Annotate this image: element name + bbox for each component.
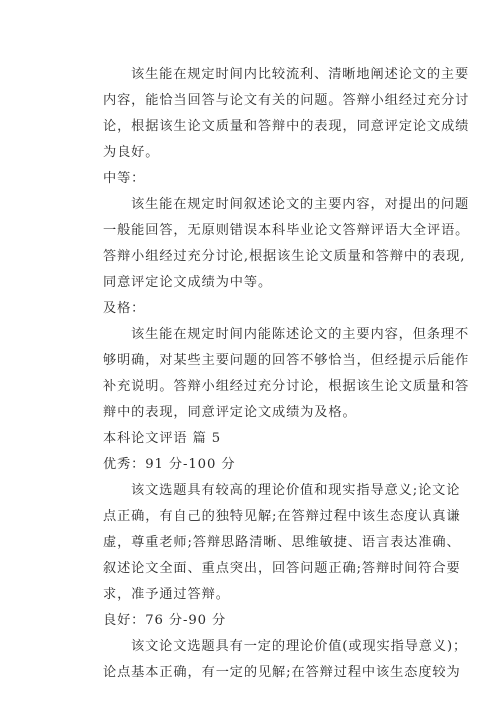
text-line: 答辩小组经过充分讨论,根据该生论文质量和答辩中的表现, [103,249,466,264]
text-line: 该生能在规定时间内能陈述论文的主要内容，但条理不 [131,327,470,342]
text-line: 补充说明。答辩小组经过充分讨论，根据该生论文质量和答 [103,379,470,394]
text-line: 够明确，对某些主要问题的回答不够恰当，但经提示后能作 [103,353,470,368]
text-line: 该文选题具有较高的理论价值和现实指导意义;论文论 [131,483,461,498]
heading-pass: 及格： [103,301,146,316]
text-line: 虚，尊重老师;答辩思路清晰、思维敏捷、语言表达准确、 [103,535,461,550]
paragraph-good-score-evaluation [75,634,468,686]
heading-excellent: 优秀：91 分-100 分 [103,457,236,472]
paragraph-medium-evaluation [75,192,470,296]
paragraph-good-evaluation [75,62,470,166]
heading-good: 良好：76 分-90 分 [103,613,227,628]
text-line: 论点基本正确，有一定的见解;在答辩过程中该生态度较为 [103,665,461,680]
paragraph-excellent-evaluation [75,478,461,608]
text-line: 同意评定论文成绩为中等。 [103,275,273,290]
text-line: 叙述论文全面、重点突出，回答问题正确;答辩时间符合要 [103,561,461,576]
text-line: 为良好。 [103,145,160,160]
text-line: 该生能在规定时间叙述论文的主要内容，对提出的问题 [131,197,470,212]
section-title: 本科论文评语 篇 5 [103,431,222,446]
text-line: 一般能回答，无原则错误本科毕业论文答辩评语大全评语。 [103,223,470,238]
text-line: 求，准予通过答辩。 [103,587,230,602]
text-line: 点正确，有自己的独特见解;在答辩过程中该生态度认真谦 [103,509,461,524]
paragraph-pass-evaluation [75,322,470,426]
heading-medium: 中等： [103,171,146,186]
text-line: 该生能在规定时间内比较流利、清晰地阐述论文的主要 [131,67,470,82]
text-line: 内容，能恰当回答与论文有关的问题。答辩小组经过充分讨 [103,93,470,108]
text-line: 该文论文选题具有一定的理论价值(或现实指导意义)； [131,639,468,654]
text-line: 论，根据该生论文质量和答辩中的表现，同意评定论文成绩 [103,119,470,134]
text-line: 辩中的表现，同意评定论文成绩为及格。 [103,405,357,420]
